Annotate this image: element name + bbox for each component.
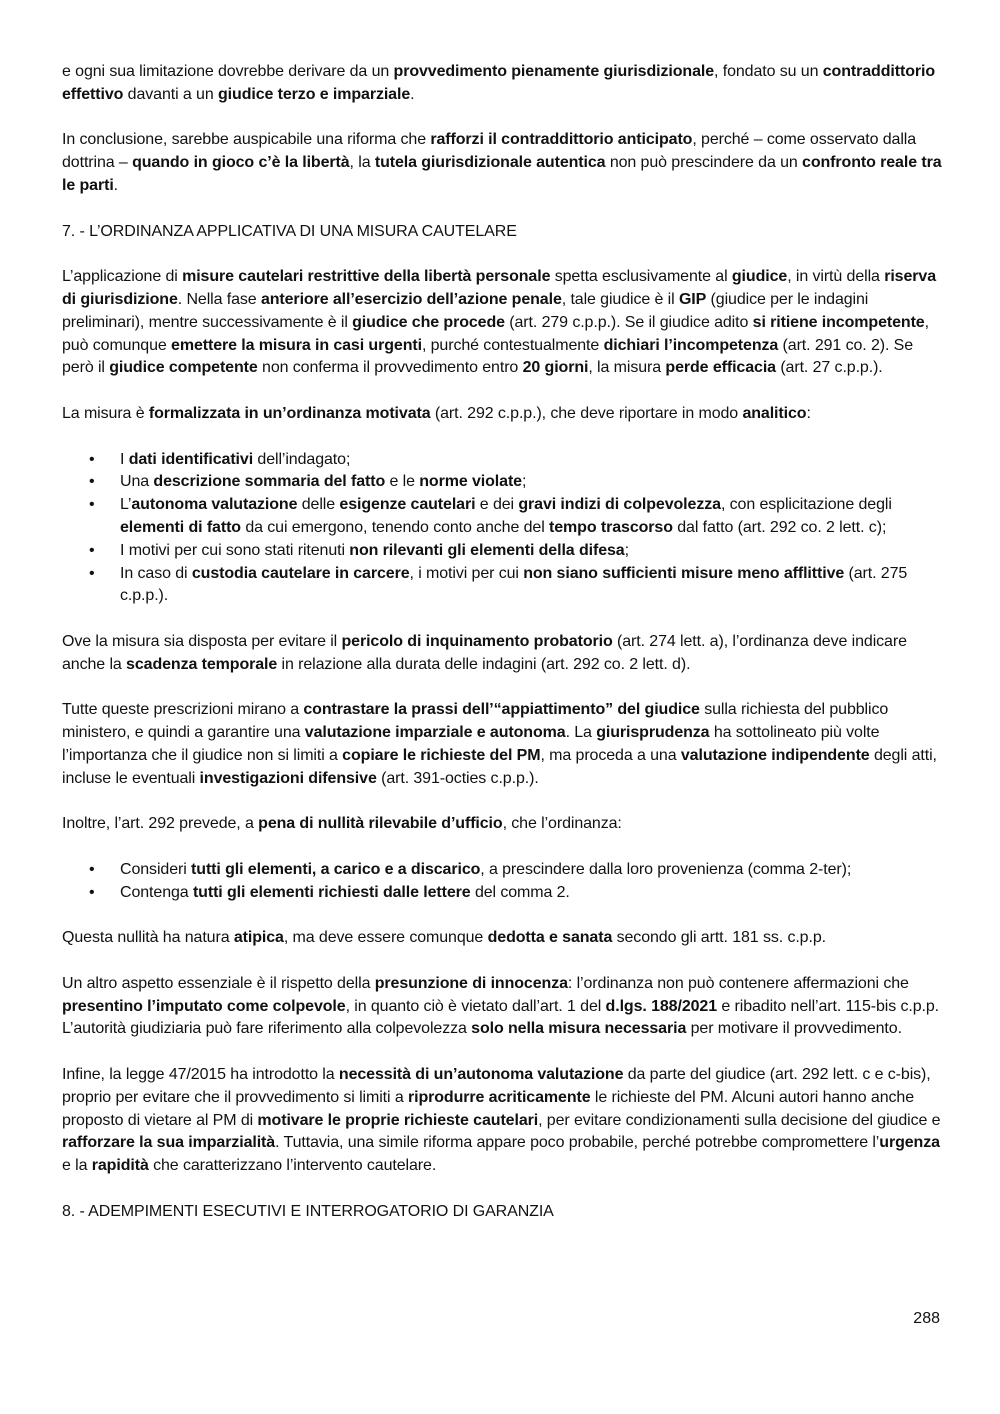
bold-text: valutazione indipendente — [680, 746, 870, 764]
bold-text: riprodurre acriticamente — [407, 1088, 591, 1106]
bold-text: perde efficacia — [665, 359, 776, 377]
text-run: e ribadito nell’art. 115-bis c.p.p. L’autorità giudiziaria può fare riferimento alla colpevolezza — [62, 997, 940, 1038]
text-run: , a prescindere dalla loro provenienza (comma 2-ter); — [480, 860, 852, 878]
text-run: e le — [385, 473, 420, 491]
text-run: Contenga — [120, 883, 193, 901]
text-run: delle — [297, 496, 340, 514]
text-run: che caratterizzano l’intervento cautelare. — [148, 1157, 437, 1175]
bullet-icon: • — [89, 860, 95, 878]
bold-text: giudice che procede — [352, 313, 505, 331]
text-run: del comma 2. — [470, 883, 570, 901]
text-run: le richieste del PM. Alcuni autori hanno anche proposto di vietare al PM di — [62, 1088, 915, 1129]
bold-text: dichiari l’incompetenza — [603, 336, 779, 354]
bold-text: non rilevanti gli elementi della difesa — [349, 541, 625, 559]
bold-text: tutela giurisdizionale autentica — [374, 154, 606, 172]
text-run: . Tuttavia, una simile riforma appare poco probabile, perché potrebbe compromettere l’ — [275, 1134, 880, 1152]
text-run: ha sottolineato più volte l’importanza che il giudice non si limiti a — [62, 724, 880, 764]
text-run: , per evitare condizionamenti sulla decisione del giudice e — [538, 1111, 941, 1129]
text-run: non conferma il provvedimento entro — [257, 359, 523, 377]
text-run: I motivi per cui sono stati ritenuti — [120, 541, 350, 559]
text-run: . — [113, 176, 119, 194]
section-heading: 7. - L’ORDINANZA APPLICATIVA DI UNA MISURA CAUTELARE — [62, 222, 517, 240]
text-run: L’applicazione di — [62, 268, 183, 286]
bold-text: d.lgs. 188/2021 — [605, 997, 718, 1015]
bold-text: rapidità — [91, 1157, 149, 1175]
text-run: Inoltre, l’art. 292 prevede, a — [62, 815, 259, 833]
page-number: 288 — [913, 1310, 940, 1327]
bold-text: quando in gioco c’è la libertà — [132, 154, 350, 172]
text-run: L’ — [120, 496, 132, 514]
bold-text: custodia cautelare in carcere — [191, 564, 410, 582]
text-run: in relazione alla durata delle indagini (art. 292 co. 2 lett. d). — [277, 655, 691, 673]
list-item — [89, 882, 942, 905]
text-run: , perché – come osservato dalla dottrina – — [62, 131, 917, 172]
paragraph — [62, 61, 942, 107]
list-item — [89, 859, 942, 882]
text-run: (art. 292 c.p.p.), che deve riportare in modo — [430, 404, 743, 422]
bold-text: rafforzare la sua imparzialità — [62, 1134, 276, 1152]
bold-text: presentino l’imputato come colpevole — [62, 997, 346, 1015]
text-run: da parte del giudice (art. 292 lett. c e c-bis), proprio per evitare che il provvedimento si limiti a — [62, 1066, 931, 1106]
bold-text: copiare le richieste del PM — [342, 746, 541, 764]
section-heading: 8. - ADEMPIMENTI ESECUTIVI E INTERROGATORIO DI GARANZIA — [62, 1202, 554, 1220]
bullet-icon: • — [89, 883, 95, 901]
text-run: dal fatto (art. 292 co. 2 lett. c); — [672, 518, 887, 536]
text-run: secondo gli artt. 181 ss. c.p.p. — [612, 929, 826, 947]
text-run: (art. 27 c.p.p.). — [775, 359, 883, 377]
text-run: , ma deve essere comunque — [283, 929, 488, 947]
text-run: Ove la misura sia disposta per evitare il — [62, 632, 342, 650]
text-run: (art. 274 lett. a), l’ordinanza deve indicare anche la — [62, 632, 907, 673]
text-run: : l’ordinanza non può contenere affermazioni che — [567, 974, 909, 992]
bold-text: dedotta e sanata — [487, 929, 613, 947]
paragraph — [62, 1064, 942, 1178]
text-run: In caso di — [120, 564, 192, 582]
bold-text: provvedimento pienamente giurisdizionale — [393, 63, 715, 80]
text-run: e dei — [475, 496, 519, 514]
text-run: . — [410, 85, 415, 103]
bold-text: dati identificativi — [128, 450, 254, 468]
text-run: , può comunque — [62, 313, 929, 354]
bold-text: esigenze cautelari — [339, 496, 476, 514]
bold-text: tutti gli elementi, a carico e a discarico — [191, 860, 481, 878]
bold-text: autonoma valutazione — [131, 496, 298, 514]
bold-text: gravi indizi di colpevolezza — [518, 496, 721, 514]
bold-text: valutazione imparziale e autonoma — [304, 724, 566, 742]
bold-text: urgenza — [879, 1134, 940, 1152]
bullet-list — [62, 449, 942, 609]
bold-text: motivare le proprie richieste cautelari — [257, 1111, 539, 1129]
bold-text: necessità di un’autonoma valutazione — [338, 1066, 624, 1084]
bold-text: scadenza temporale — [126, 655, 278, 673]
paragraph — [62, 631, 942, 677]
bold-text: giudice competente — [109, 359, 258, 377]
bullet-list — [62, 859, 942, 905]
bold-text: atipica — [233, 929, 284, 947]
text-run: (art. 279 c.p.p.). Se il giudice adito — [504, 313, 753, 331]
text-run: , ma proceda a una — [540, 746, 681, 764]
bold-text: analitico — [742, 404, 807, 422]
bullet-icon: • — [89, 473, 95, 491]
bold-text: rafforzi il contraddittorio anticipato — [430, 131, 693, 149]
text-run: La misura è — [62, 404, 149, 422]
bold-text: misure cautelari restrittive della libertà personale — [182, 268, 551, 286]
text-run: Una — [120, 473, 154, 491]
bold-text: contrastare la prassi dell’“appiattimento” del giudice — [303, 701, 700, 719]
paragraph — [62, 403, 942, 426]
text-run: , fondato su un — [714, 63, 823, 80]
text-run: ; — [624, 541, 629, 559]
list-item — [89, 471, 942, 494]
text-run: , in virtù della — [787, 268, 885, 286]
bold-text: investigazioni difensive — [199, 769, 377, 787]
bold-text: tempo trascorso — [549, 518, 673, 536]
text-run: Infine, la legge 47/2015 ha introdotto la — [62, 1066, 339, 1084]
bold-text: descrizione sommaria del fatto — [153, 473, 386, 491]
bold-text: giudice terzo e imparziale — [218, 85, 411, 103]
text-run: non può prescindere da un — [605, 154, 803, 172]
text-run: spetta esclusivamente al — [550, 268, 732, 286]
text-run: , che l’ordinanza: — [502, 815, 622, 833]
document-body — [62, 61, 942, 1246]
bold-text: confronto reale tra le parti — [62, 154, 942, 194]
bold-text: solo nella misura necessaria — [471, 1020, 687, 1038]
bold-text: elementi di fatto — [120, 518, 241, 536]
bold-text: pena di nullità rilevabile d’ufficio — [258, 815, 503, 833]
text-run: In conclusione, sarebbe auspicabile una riforma che — [62, 131, 431, 149]
text-run: , con esplicitazione degli — [720, 496, 892, 514]
text-run: (art. 291 co. 2). Se però il — [62, 336, 914, 377]
paragraph — [62, 927, 942, 950]
text-run: Consideri — [120, 860, 192, 878]
text-run: e ogni sua limitazione dovrebbe derivare da un — [62, 63, 394, 80]
text-run: dell’indagato; — [253, 450, 351, 468]
text-run: , i motivi per cui — [409, 564, 524, 582]
bold-text: formalizzata in un’ordinanza motivata — [148, 404, 431, 422]
bold-text: giurisprudenza — [596, 724, 710, 742]
text-run: da cui emergono, tenendo conto anche del — [240, 518, 550, 536]
text-run: , tale giudice è il — [561, 290, 679, 308]
bold-text: anteriore all’esercizio dell’azione penale — [260, 290, 562, 308]
paragraph — [62, 266, 942, 380]
text-run: , purché contestualmente — [421, 336, 604, 354]
text-run: Questa nullità ha natura — [62, 929, 234, 947]
list-item — [89, 449, 942, 472]
text-run: : — [806, 404, 811, 422]
text-run: (art. 275 c.p.p.). — [120, 564, 908, 605]
paragraph — [62, 973, 942, 1041]
bullet-icon: • — [89, 496, 95, 514]
text-run: e la — [62, 1157, 92, 1175]
text-run: I — [120, 450, 129, 468]
text-run: , la — [349, 154, 375, 172]
bullet-icon: • — [89, 450, 95, 468]
bullet-icon: • — [89, 564, 95, 582]
bold-text: presunzione di innocenza — [374, 974, 568, 992]
bold-text: contraddittorio effettivo — [62, 63, 936, 103]
text-run: davanti a un — [123, 85, 218, 103]
bold-text: giudice — [731, 268, 788, 286]
bold-text: si ritiene incompetente — [752, 313, 925, 331]
text-run: , in quanto ciò è vietato dall’art. 1 del — [345, 997, 606, 1015]
text-run: Tutte queste prescrizioni mirano a — [62, 701, 304, 719]
text-run: ; — [521, 473, 527, 491]
list-item — [89, 563, 942, 609]
text-run: (giudice per le indagini preliminari), mentre successivamente è il — [62, 290, 869, 331]
paragraph — [62, 699, 942, 790]
bold-text: norme violate — [419, 473, 522, 491]
bold-text: 20 giorni — [522, 359, 589, 377]
bold-text: tutti gli elementi richiesti dalle lettere — [192, 883, 471, 901]
list-item — [89, 494, 942, 540]
text-run: , la misura — [588, 359, 666, 377]
text-run: (art. 391-octies c.p.p.). — [376, 769, 539, 787]
bullet-icon: • — [89, 541, 95, 559]
text-run: per motivare il provvedimento. — [686, 1020, 902, 1038]
text-run: degli atti, incluse le eventuali — [62, 746, 937, 787]
bold-text: emettere la misura in casi urgenti — [171, 336, 422, 354]
paragraph — [62, 129, 942, 197]
text-run: sulla richiesta del pubblico ministero, e quindi a garantire una — [62, 701, 889, 742]
text-run: . Nella fase — [177, 290, 261, 308]
bold-text: GIP — [678, 290, 707, 308]
bold-text: pericolo di inquinamento probatorio — [341, 632, 613, 650]
list-item — [89, 540, 942, 563]
bold-text: riserva di giurisdizione — [62, 268, 936, 308]
paragraph — [62, 813, 942, 836]
text-run: . La — [565, 724, 597, 742]
bold-text: non siano sufficienti misure meno afflittive — [523, 564, 845, 582]
text-run: Un altro aspetto essenziale è il rispetto della — [62, 974, 375, 992]
